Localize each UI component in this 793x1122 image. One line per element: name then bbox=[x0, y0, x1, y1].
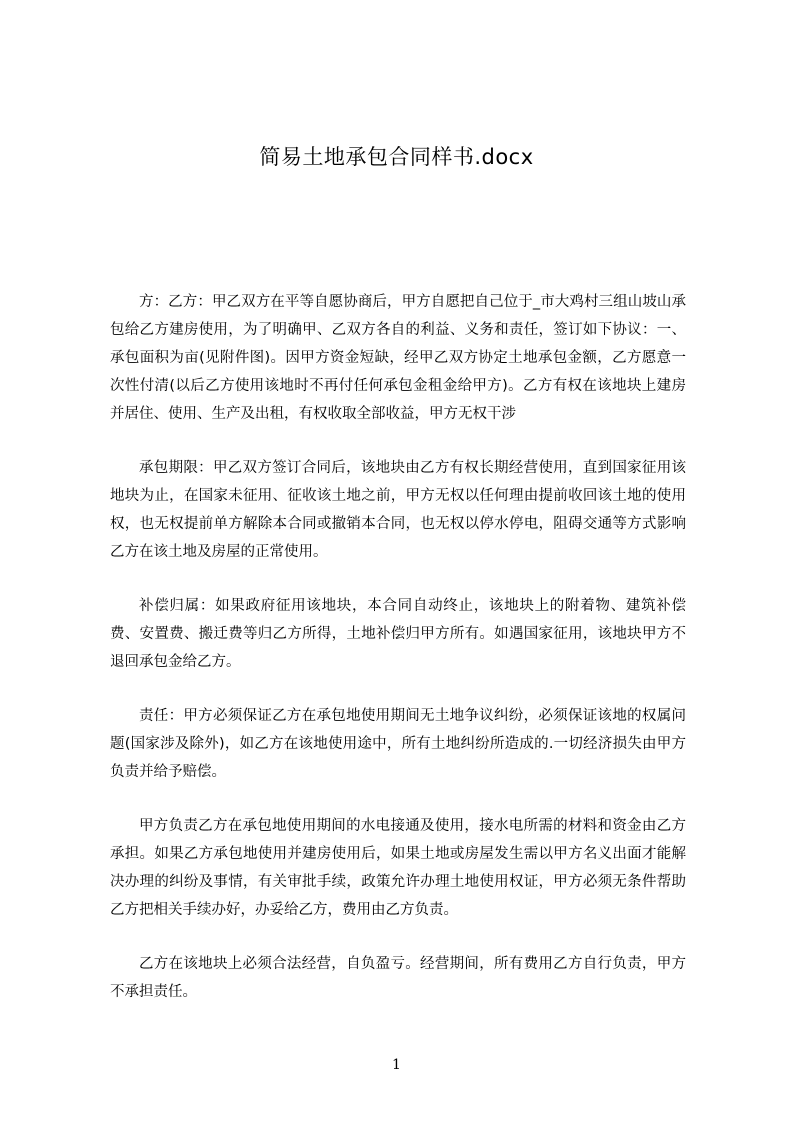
paragraph-intro-agreement: 方：乙方：甲乙双方在平等自愿协商后，甲方自愿把自己位于_市大鸡村三组山坡山承包给乙方建房使用，为了明确甲、乙双方各自的利益、义务和责任，签订如下协议：一、承包面积为亩(见附件图)。因甲方资金短缺，经甲乙双方协定土地承包金额，乙方愿意一次性付清(以后乙方使用该地时不再付任何承包金租金给甲方)。乙方有权在该地块上建房并居住、使用、生产及出租，有权收取全部收益，甲方无权干涉 bbox=[110, 294, 686, 422]
paragraph-compensation: 补偿归属：如果政府征用该地块，本合同自动终止，该地块上的附着物、建筑补偿费、安置费、搬迁费等归乙方所得，土地补偿归甲方所有。如遇国家征用，该地块甲方不退回承包金给乙方。 bbox=[110, 598, 686, 670]
paragraph-operations: 乙方在该地块上必须合法经营，自负盈亏。经营期间，所有费用乙方自行负责，甲方不承担责任。 bbox=[110, 956, 686, 1000]
paragraph-utilities: 甲方负责乙方在承包地使用期间的水电接通及使用，接水电所需的材料和资金由乙方承担。如果乙方承包地使用并建房使用后，如果土地或房屋发生需以甲方名义出面才能解决办理的纠纷及事情，有关审批手续，政策允许办理土地使用权证，甲方必须无条件帮助乙方把相关手续办好，办妥给乙方，费用由乙方负责。 bbox=[110, 818, 686, 918]
page-number: 1 bbox=[392, 1057, 401, 1073]
paragraph-contract-term: 承包期限：甲乙双方签订合同后，该地块由乙方有权长期经营使用，直到国家征用该地块为止，在国家未征用、征收该土地之前，甲方无权以任何理由提前收回该土地的使用权，也无权提前单方解除本合同或撤销本合同，也无权以停水停电，阻碍交通等方式影响乙方在该土地及房屋的正常使用。 bbox=[110, 460, 686, 560]
paragraph-responsibility: 责任：甲方必须保证乙方在承包地使用期间无土地争议纠纷，必须保证该地的权属问题(国家涉及除外)，如乙方在该地使用途中，所有土地纠纷所造成的.一切经济损失由甲方负责并给予赔偿。 bbox=[110, 708, 686, 780]
document-title: 简易土地承包合同样书.docx bbox=[259, 145, 534, 169]
document-body bbox=[110, 288, 686, 1032]
